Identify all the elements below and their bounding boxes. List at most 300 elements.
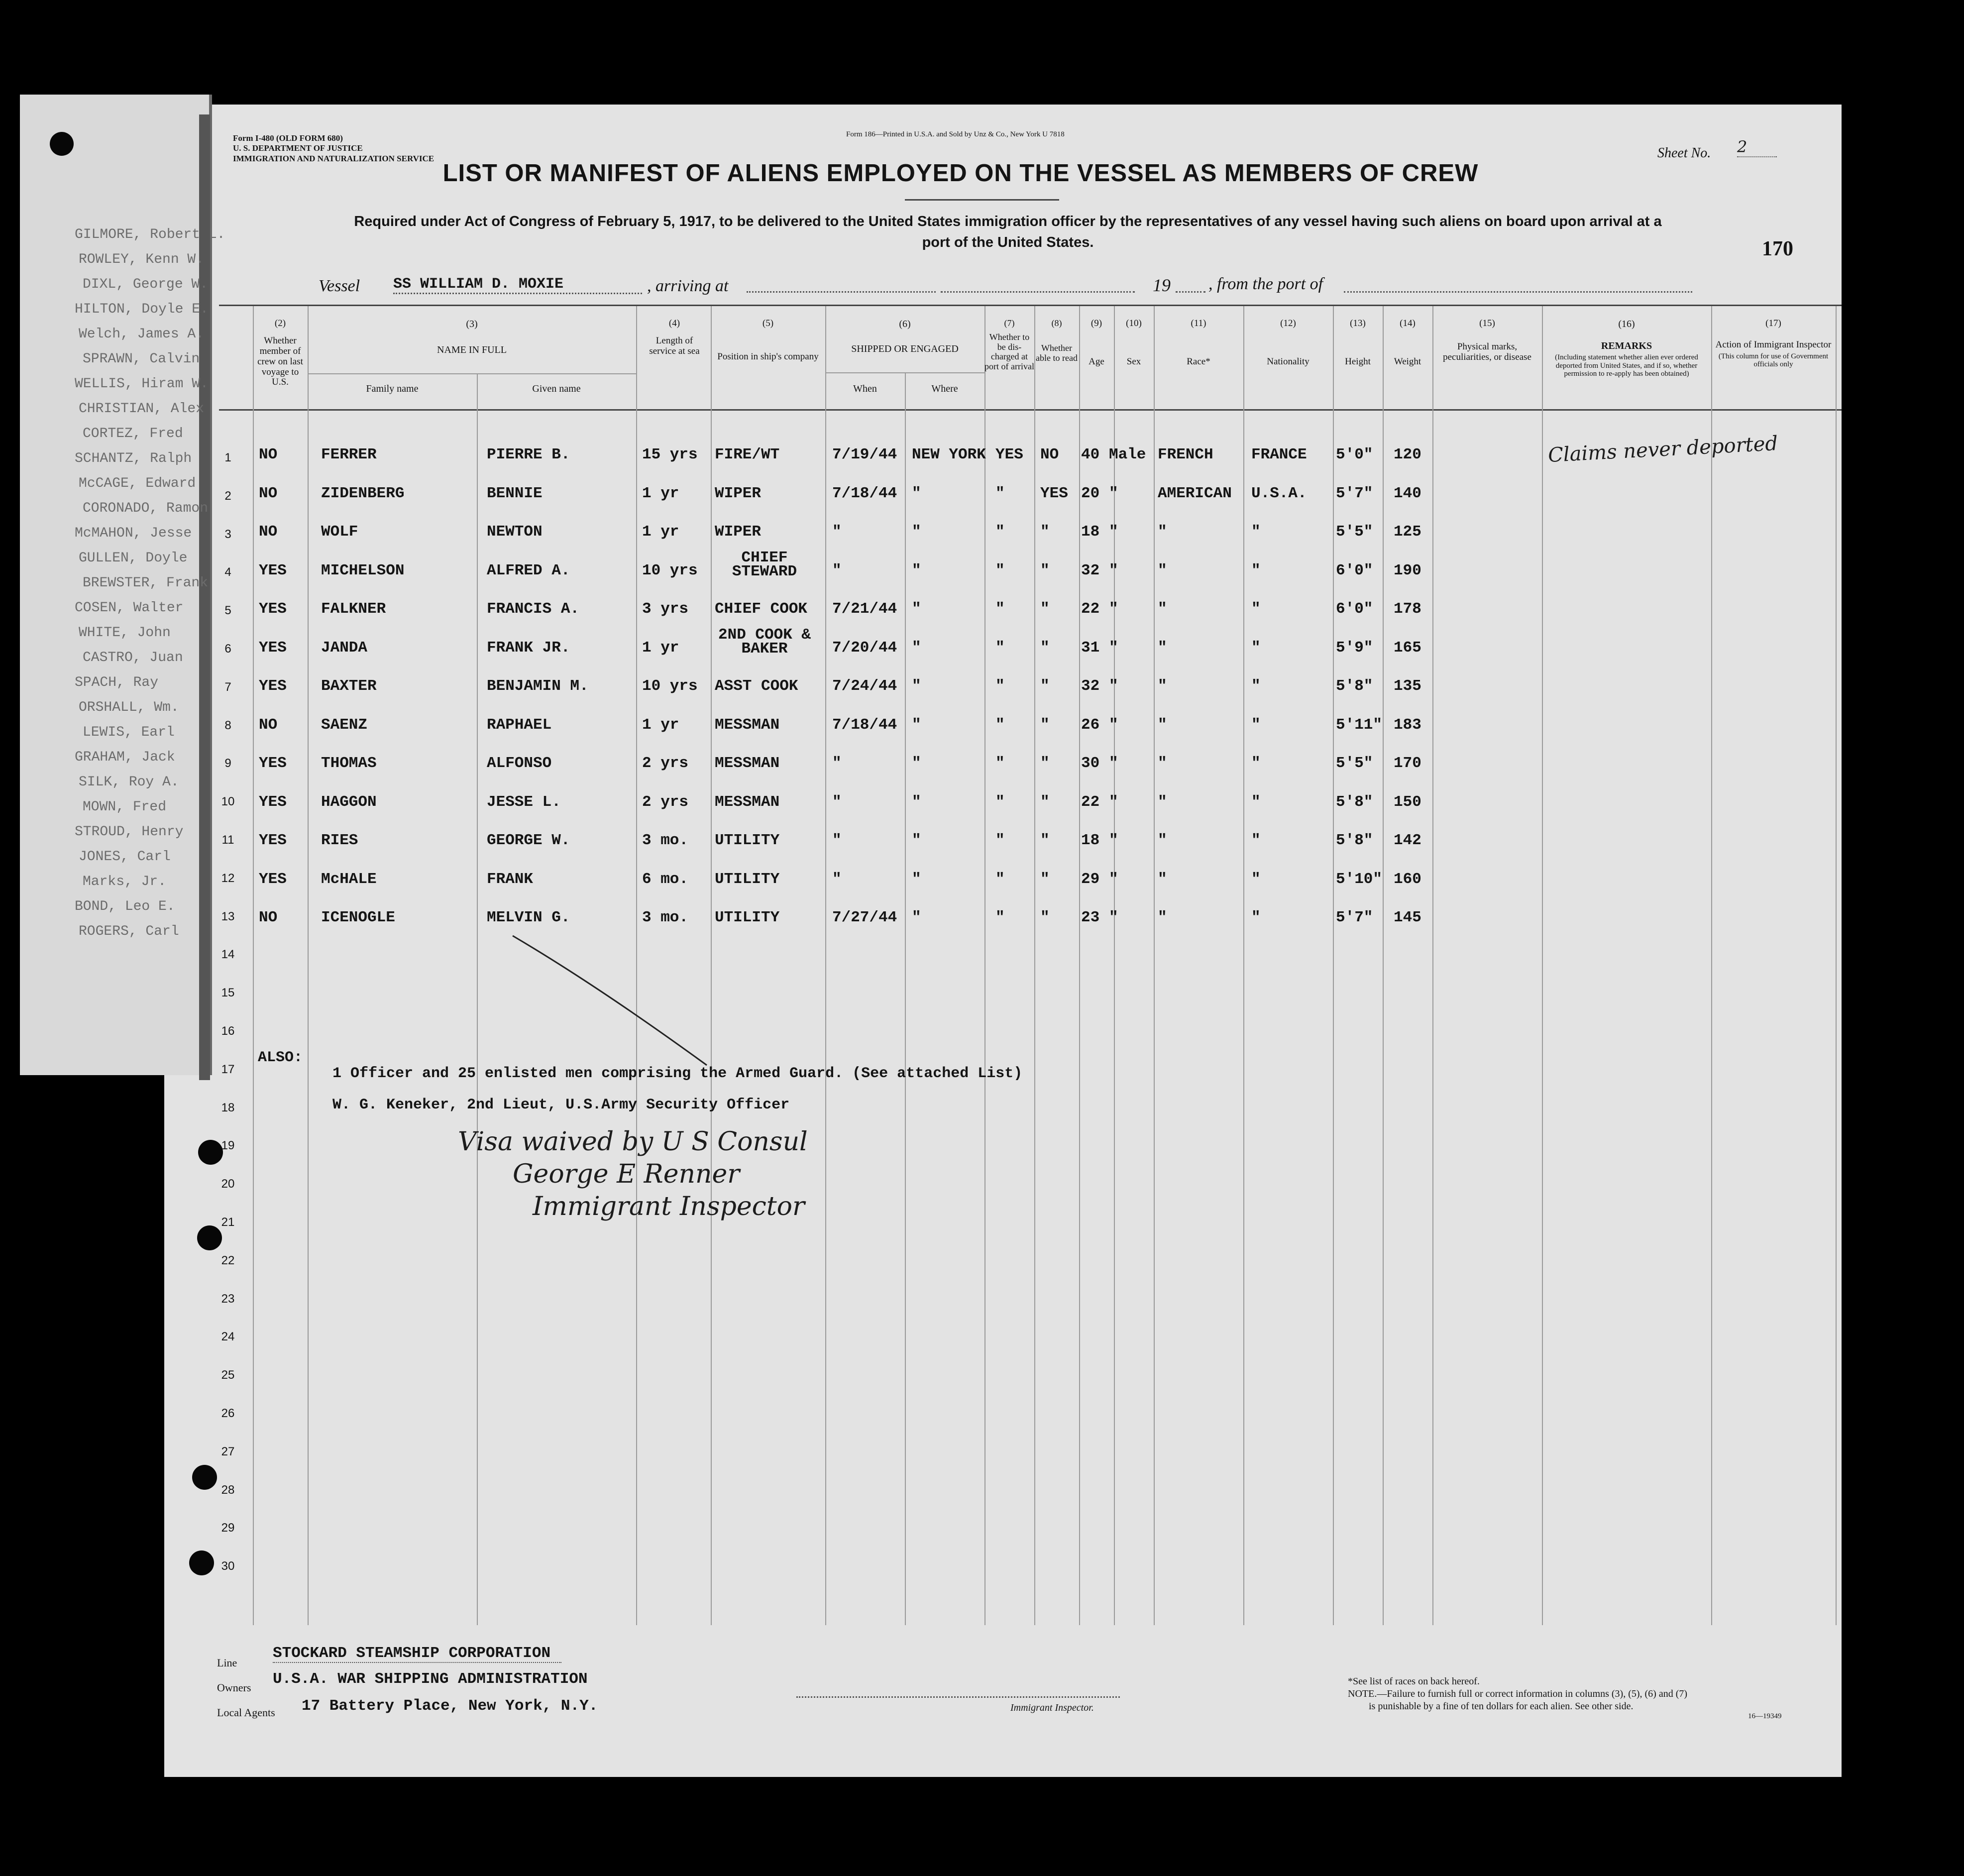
col-7-number: (7) <box>1004 318 1015 328</box>
race-cell: " <box>1158 600 1167 618</box>
race-cell: " <box>1158 677 1167 695</box>
discharged-cell: " <box>995 870 1005 888</box>
row-number: 5 <box>224 604 231 618</box>
overlay-crew-name: Marks, Jr. <box>83 874 167 889</box>
overlay-crew-name: CHRISTIAN, Alex <box>79 401 205 417</box>
age-cell: 26 <box>1081 716 1100 734</box>
sex-cell: " <box>1109 870 1118 888</box>
weight-cell: 178 <box>1394 600 1421 618</box>
shipped-where-cell: " <box>912 639 921 657</box>
col-5-number: (5) <box>762 318 774 329</box>
row-number: 14 <box>221 948 235 962</box>
sex-cell: " <box>1109 561 1118 579</box>
service-length-cell: 3 yrs <box>642 600 689 618</box>
able-to-read-cell: " <box>1040 716 1050 734</box>
overlay-crew-name: BOND, Leo E. <box>75 899 175 914</box>
col-4-label: Length of service at sea <box>649 335 700 356</box>
race-cell: " <box>1158 793 1167 811</box>
races-note: *See list of races on back hereof. <box>1348 1676 1480 1687</box>
height-cell: 5'5" <box>1336 755 1373 772</box>
overlay-crew-name: ROGERS, Carl <box>79 924 179 939</box>
col-9-label: Age <box>1089 356 1104 367</box>
position-cell: UTILITY <box>715 832 780 849</box>
row-number: 20 <box>221 1177 235 1191</box>
vessel-label: Vessel <box>319 277 360 295</box>
service-length-cell: 1 yr <box>642 716 679 734</box>
col-16-number: (16) <box>1618 319 1635 330</box>
height-cell: 5'11" <box>1336 716 1383 734</box>
height-cell: 5'8" <box>1336 677 1373 695</box>
given-name-cell: BENNIE <box>487 484 543 502</box>
row-number: 22 <box>221 1253 235 1267</box>
prev-voyage-cell: YES <box>259 600 287 618</box>
local-agents-value: 17 Battery Place, New York, N.Y. <box>302 1697 598 1715</box>
age-cell: 29 <box>1081 870 1100 888</box>
handwritten-note-1: Visa waived by U S Consul <box>458 1127 808 1157</box>
service-length-cell: 10 yrs <box>642 677 698 695</box>
age-cell: 18 <box>1081 832 1100 849</box>
subtitle-line-2: port of the United States. <box>922 234 1094 251</box>
overlay-crew-name: SPACH, Ray <box>75 675 159 690</box>
shipped-when-cell: 7/18/44 <box>832 716 897 734</box>
shipped-where-cell: " <box>912 561 921 579</box>
weight-cell: 120 <box>1394 446 1421 463</box>
service-length-cell: 3 mo. <box>642 909 689 926</box>
discharged-cell: " <box>995 561 1005 579</box>
shipped-when-cell: 7/19/44 <box>832 446 897 463</box>
given-name-cell: FRANCIS A. <box>487 600 580 618</box>
overlay-crew-name: ORSHALL, Wm. <box>79 700 179 715</box>
shipped-where-cell: " <box>912 600 921 618</box>
position-cell: FIRE/WT <box>715 446 780 463</box>
handwritten-note-2: George E Renner <box>513 1159 740 1189</box>
able-to-read-cell: " <box>1040 755 1050 772</box>
row-number: 21 <box>221 1215 235 1229</box>
service-length-cell: 15 yrs <box>642 446 698 463</box>
overlay-crew-name: GRAHAM, Jack <box>75 750 175 765</box>
row-number: 30 <box>221 1559 235 1573</box>
overlay-crew-name: CORTEZ, Fred <box>83 426 183 441</box>
also-line-2: W. G. Keneker, 2nd Lieut, U.S.Army Security Officer <box>332 1097 790 1113</box>
overlay-crew-name: ROWLEY, Kenn W. <box>79 252 205 267</box>
race-cell: " <box>1158 909 1167 926</box>
weight-cell: 142 <box>1394 832 1421 849</box>
sex-cell: " <box>1109 677 1118 695</box>
able-to-read-cell: " <box>1040 677 1050 695</box>
age-cell: 20 <box>1081 484 1100 502</box>
shipped-where-cell: " <box>912 870 921 888</box>
able-to-read-cell: " <box>1040 561 1050 579</box>
page-number: 170 <box>1762 237 1793 260</box>
family-name-cell: JANDA <box>321 639 368 657</box>
shipped-where-cell: " <box>912 523 921 541</box>
position-cell: UTILITY <box>715 909 780 926</box>
sex-cell: " <box>1109 639 1118 657</box>
given-name-cell: PIERRE B. <box>487 446 570 463</box>
nationality-cell: " <box>1251 600 1261 618</box>
discharged-cell: " <box>995 832 1005 849</box>
family-name-cell: FERRER <box>321 446 377 463</box>
position-cell: WIPER <box>715 484 762 502</box>
discharged-cell: " <box>995 639 1005 657</box>
row-number: 6 <box>224 642 231 656</box>
handwritten-note-3: Immigrant Inspector <box>533 1192 805 1221</box>
overlay-crew-name: MOWN, Fred <box>83 799 167 815</box>
shipped-when-cell: " <box>832 561 842 579</box>
age-cell: 23 <box>1081 909 1100 926</box>
shipped-where-cell: NEW YORK <box>912 446 986 463</box>
shipped-when-cell: " <box>832 832 842 849</box>
form-code: 16—19349 <box>1748 1712 1782 1720</box>
where-header: Where <box>931 383 958 394</box>
printer-note: Form 186—Printed in U.S.A. and Sold by Unz & Co., New York U 7818 <box>846 130 1065 138</box>
able-to-read-cell: " <box>1040 600 1050 618</box>
col-16-label: REMARKS <box>1601 340 1652 351</box>
row-number: 3 <box>224 527 231 541</box>
sex-cell: " <box>1109 716 1118 734</box>
arriving-label: , arriving at <box>647 277 729 295</box>
row-number: 12 <box>221 871 235 885</box>
weight-cell: 165 <box>1394 639 1421 657</box>
overlay-crew-name: COSEN, Walter <box>75 600 184 616</box>
weight-cell: 135 <box>1394 677 1421 695</box>
race-cell: " <box>1158 561 1167 579</box>
shipped-when-cell: 7/24/44 <box>832 677 897 695</box>
nationality-cell: " <box>1251 561 1261 579</box>
age-cell: 18 <box>1081 523 1100 541</box>
given-name-cell: RAPHAEL <box>487 716 552 734</box>
age-cell: 22 <box>1081 793 1100 811</box>
col-5-label: Position in ship's company <box>717 351 819 362</box>
position-cell: ASST COOK <box>715 677 798 695</box>
col-16-note: (Including statement whether alien ever ordered deported from United States, and if so, whether permission to re-apply has been obtained) <box>1555 353 1698 378</box>
shipped-when-cell: " <box>832 523 842 541</box>
family-name-cell: WOLF <box>321 523 358 541</box>
position-cell: UTILITY <box>715 870 780 888</box>
able-to-read-cell: " <box>1040 639 1050 657</box>
overlay-crew-name: HILTON, Doyle E. <box>75 302 209 317</box>
shipped-when-cell: " <box>832 793 842 811</box>
discharged-cell: " <box>995 716 1005 734</box>
col-10-number: (10) <box>1126 318 1142 329</box>
weight-cell: 145 <box>1394 909 1421 926</box>
shipped-when-cell: 7/20/44 <box>832 639 897 657</box>
able-to-read-cell: " <box>1040 523 1050 541</box>
line-value: STOCKARD STEAMSHIP CORPORATION <box>273 1645 561 1663</box>
prev-voyage-cell: YES <box>259 832 287 849</box>
shipped-when-cell: " <box>832 870 842 888</box>
shipped-where-cell: " <box>912 716 921 734</box>
prev-voyage-cell: YES <box>259 677 287 695</box>
height-cell: 5'8" <box>1336 793 1373 811</box>
family-name-cell: RIES <box>321 832 358 849</box>
given-name-cell: GEORGE W. <box>487 832 570 849</box>
given-name-cell: NEWTON <box>487 523 543 541</box>
col-17-note: (This column for use of Government officials only <box>1718 352 1829 369</box>
col-11-label: Race* <box>1187 356 1210 367</box>
service-length-cell: 10 yrs <box>642 561 698 579</box>
penalty-note-2: is punishable by a fine of ten dollars for each alien. See other side. <box>1369 1701 1634 1712</box>
row-number: 29 <box>221 1521 235 1535</box>
given-name-cell: BENJAMIN M. <box>487 677 589 695</box>
shipped-when-cell: " <box>832 755 842 772</box>
col-17-number: (17) <box>1765 318 1781 329</box>
height-cell: 5'7" <box>1336 909 1373 926</box>
shipped-where-cell: " <box>912 832 921 849</box>
shipped-where-cell: " <box>912 677 921 695</box>
given-name-cell: ALFRED A. <box>487 561 570 579</box>
col-10-label: Sex <box>1126 356 1141 367</box>
service-length-cell: 2 yrs <box>642 755 689 772</box>
given-name-cell: ALFONSO <box>487 755 552 772</box>
when-header: When <box>853 383 877 394</box>
sex-cell: Male <box>1109 446 1146 463</box>
nationality-cell: " <box>1251 870 1261 888</box>
row-number: 13 <box>221 909 235 923</box>
row-number: 24 <box>221 1330 235 1344</box>
shipped-when-cell: 7/18/44 <box>832 484 897 502</box>
col-8-number: (8) <box>1051 318 1062 328</box>
row-number: 1 <box>224 451 231 464</box>
overlay-crew-name: SILK, Roy A. <box>79 774 179 790</box>
overlay-crew-name: Welch, James A. <box>79 327 205 342</box>
race-cell: " <box>1158 716 1167 734</box>
prev-voyage-cell: YES <box>259 793 287 811</box>
overlay-crew-name: CASTRO, Juan <box>83 650 183 665</box>
row-number: 23 <box>221 1292 235 1306</box>
row-number: 11 <box>221 833 234 847</box>
inspector-label: Immigrant Inspector. <box>1010 1702 1094 1713</box>
col-4-number: (4) <box>668 318 680 329</box>
position-cell: 2ND COOK & BAKER <box>718 626 811 658</box>
position-cell: WIPER <box>715 523 762 541</box>
service-length-cell: 6 mo. <box>642 870 689 888</box>
overlay-crew-name: McMAHON, Jesse <box>75 526 192 541</box>
age-cell: 32 <box>1081 561 1100 579</box>
position-cell: MESSMAN <box>715 755 780 772</box>
weight-cell: 183 <box>1394 716 1421 734</box>
col-3-number: (3) <box>466 319 478 330</box>
nationality-cell: " <box>1251 639 1261 657</box>
family-name-cell: HAGGON <box>321 793 377 811</box>
sex-cell: " <box>1109 523 1118 541</box>
prev-voyage-cell: NO <box>259 446 278 463</box>
family-name-cell: SAENZ <box>321 716 368 734</box>
overlay-crew-name: SCHANTZ, Ralph <box>75 451 192 466</box>
col-15-number: (15) <box>1479 318 1495 329</box>
race-cell: " <box>1158 870 1167 888</box>
height-cell: 5'9" <box>1336 639 1373 657</box>
service-length-cell: 1 yr <box>642 484 679 502</box>
document-title: LIST OR MANIFEST OF ALIENS EMPLOYED ON THE VESSEL AS MEMBERS OF CREW <box>442 160 1479 187</box>
penalty-note-1: NOTE.—Failure to furnish full or correct information in columns (3), (5), (6) and (7) <box>1348 1688 1688 1699</box>
subtitle-line-1: Required under Act of Congress of February 5, 1917, to be delivered to the United States immigration officer by the representatives of any vessel having such aliens on board upon arrival at a <box>354 214 1662 229</box>
age-cell: 31 <box>1081 639 1100 657</box>
prev-voyage-cell: NO <box>259 909 278 926</box>
given-name-cell: FRANK <box>487 870 534 888</box>
line-label: Line <box>217 1656 237 1669</box>
service-length-cell: 2 yrs <box>642 793 689 811</box>
year-label: 19 <box>1153 275 1171 295</box>
col-9-number: (9) <box>1091 318 1102 329</box>
col-13-label: Height <box>1345 356 1371 367</box>
weight-cell: 170 <box>1394 755 1421 772</box>
given-name-cell: JESSE L. <box>487 793 561 811</box>
row-number: 19 <box>221 1139 235 1153</box>
col-14-label: Weight <box>1394 356 1421 367</box>
overlay-crew-name: WELLIS, Hiram W. <box>75 376 209 392</box>
local-agents-label: Local Agents <box>217 1706 275 1719</box>
sex-cell: " <box>1109 600 1118 618</box>
race-cell: " <box>1158 755 1167 772</box>
sheet-label: Sheet No. <box>1657 145 1711 161</box>
form-number: Form I-480 (OLD FORM 680) <box>233 133 343 143</box>
nationality-cell: " <box>1251 755 1261 772</box>
overlay-crew-name: WHITE, John <box>79 625 171 641</box>
col-3-label: NAME IN FULL <box>437 344 507 355</box>
nationality-cell: FRANCE <box>1251 446 1307 463</box>
race-cell: " <box>1158 639 1167 657</box>
family-name-cell: THOMAS <box>321 755 377 772</box>
col-2-label: Whether member of crew on last voyage to U.S. <box>257 335 303 388</box>
able-to-read-cell: " <box>1040 832 1050 849</box>
row-number: 10 <box>221 795 235 809</box>
age-cell: 30 <box>1081 755 1100 772</box>
prev-voyage-cell: YES <box>259 755 287 772</box>
col-17-label: Action of Immigrant Inspector <box>1715 339 1832 350</box>
able-to-read-cell: NO <box>1040 446 1059 463</box>
prev-voyage-cell: YES <box>259 870 287 888</box>
age-cell: 32 <box>1081 677 1100 695</box>
row-number: 4 <box>224 565 231 579</box>
prev-voyage-cell: YES <box>259 561 287 579</box>
col-2-number: (2) <box>274 318 286 329</box>
shipped-where-cell: " <box>912 909 921 926</box>
given-name-header: Given name <box>532 383 581 394</box>
height-cell: 5'7" <box>1336 484 1373 502</box>
from-port-label: , from the port of <box>1208 275 1323 293</box>
height-cell: 6'0" <box>1336 600 1373 618</box>
row-number: 27 <box>221 1444 235 1458</box>
position-cell: MESSMAN <box>715 716 780 734</box>
able-to-read-cell: " <box>1040 909 1050 926</box>
race-cell: " <box>1158 832 1167 849</box>
family-name-header: Family name <box>366 383 419 394</box>
position-cell: CHIEF COOK <box>715 600 808 618</box>
col-8-label: Whether able to read <box>1036 342 1078 363</box>
service-length-cell: 1 yr <box>642 523 679 541</box>
row-number: 17 <box>221 1062 235 1076</box>
col-12-label: Nationality <box>1267 356 1309 367</box>
shipped-where-cell: " <box>912 755 921 772</box>
weight-cell: 140 <box>1394 484 1421 502</box>
weight-cell: 160 <box>1394 870 1421 888</box>
row-number: 28 <box>221 1483 235 1497</box>
row-number: 8 <box>224 718 231 732</box>
overlay-crew-name: GILMORE, Robert L. <box>75 227 225 242</box>
service-length-cell: 3 mo. <box>642 832 689 849</box>
weight-cell: 125 <box>1394 523 1421 541</box>
family-name-cell: McHALE <box>321 870 377 888</box>
nationality-cell: " <box>1251 523 1261 541</box>
row-number: 9 <box>224 757 231 771</box>
age-cell: 40 <box>1081 446 1100 463</box>
overlay-crew-name: SPRAWN, Calvin <box>83 351 200 367</box>
sheet-number: 2 <box>1737 137 1777 157</box>
overlay-crew-name: CORONADO, Ramon <box>83 501 209 516</box>
prev-voyage-cell: NO <box>259 523 278 541</box>
row-number: 25 <box>221 1368 235 1382</box>
sex-cell: " <box>1109 832 1118 849</box>
family-name-cell: FALKNER <box>321 600 386 618</box>
overlay-crew-name: DIXL, George W. <box>83 277 209 292</box>
col-7-label: Whether to be dis-charged at port of arrival <box>984 331 1034 372</box>
family-name-cell: ICENOGLE <box>321 909 395 926</box>
weight-cell: 150 <box>1394 793 1421 811</box>
height-cell: 5'5" <box>1336 523 1373 541</box>
given-name-cell: FRANK JR. <box>487 639 570 657</box>
age-cell: 22 <box>1081 600 1100 618</box>
discharged-cell: " <box>995 755 1005 772</box>
overlay-crew-name: LEWIS, Earl <box>83 725 175 740</box>
nationality-cell: " <box>1251 909 1261 926</box>
height-cell: 5'10" <box>1336 870 1383 888</box>
family-name-cell: MICHELSON <box>321 561 405 579</box>
row-number: 15 <box>221 986 235 1000</box>
row-number: 7 <box>224 680 231 694</box>
also-line-1: 1 Officer and 25 enlisted men comprising the Armed Guard. (See attached List) <box>332 1065 1023 1082</box>
owners-value: U.S.A. WAR SHIPPING ADMINISTRATION <box>273 1670 588 1688</box>
race-cell: FRENCH <box>1158 446 1213 463</box>
discharged-cell: " <box>995 523 1005 541</box>
nationality-cell: " <box>1251 793 1261 811</box>
shipped-when-cell: 7/21/44 <box>832 600 897 618</box>
row-number: 2 <box>224 489 231 503</box>
able-to-read-cell: YES <box>1040 484 1068 502</box>
col-6-label: SHIPPED OR ENGAGED <box>851 343 959 354</box>
family-name-cell: BAXTER <box>321 677 377 695</box>
overlay-crew-name: McCAGE, Edward <box>79 476 196 491</box>
sex-cell: " <box>1109 793 1118 811</box>
discharged-cell: " <box>995 600 1005 618</box>
sex-cell: " <box>1109 909 1118 926</box>
position-cell: MESSMAN <box>715 793 780 811</box>
row-number: 26 <box>221 1407 235 1420</box>
remark-row-1: Claims never deported <box>1547 432 1779 467</box>
overlay-crew-name: STROUD, Henry <box>75 824 184 840</box>
shipped-where-cell: " <box>912 793 921 811</box>
discharged-cell: " <box>995 909 1005 926</box>
sex-cell: " <box>1109 755 1118 772</box>
race-cell: " <box>1158 523 1167 541</box>
weight-cell: 190 <box>1394 561 1421 579</box>
discharged-cell: YES <box>995 446 1023 463</box>
col-12-number: (12) <box>1280 318 1296 329</box>
discharged-cell: " <box>995 677 1005 695</box>
able-to-read-cell: " <box>1040 870 1050 888</box>
prev-voyage-cell: YES <box>259 639 287 657</box>
sex-cell: " <box>1109 484 1118 502</box>
nationality-cell: " <box>1251 677 1261 695</box>
overlay-crew-name: BREWSTER, Frank <box>83 575 209 591</box>
family-name-cell: ZIDENBERG <box>321 484 405 502</box>
height-cell: 5'0" <box>1336 446 1373 463</box>
owners-label: Owners <box>217 1681 251 1694</box>
col-13-number: (13) <box>1350 318 1366 329</box>
overlay-crew-name: GULLEN, Doyle <box>79 551 188 566</box>
service: IMMIGRATION AND NATURALIZATION SERVICE <box>233 153 435 163</box>
prev-voyage-cell: NO <box>259 484 278 502</box>
